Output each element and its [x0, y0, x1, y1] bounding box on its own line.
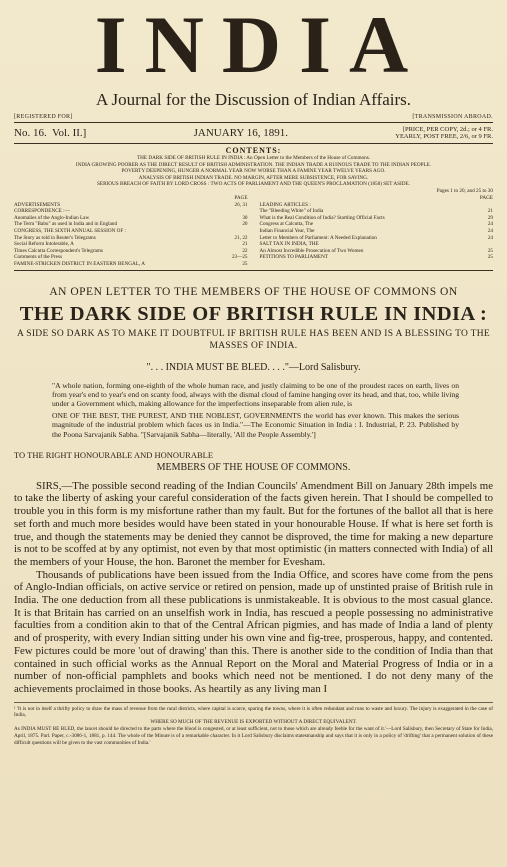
registration-line: [14, 114, 493, 120]
toc-entry-title: SALT TAX IN INDIA, THE: [259, 241, 319, 248]
toc-entry-page: 26, 31: [234, 201, 248, 208]
toc-entry: [260, 248, 494, 255]
salutation-line: TO THE RIGHT HONOURABLE AND HONOURABLE: [14, 449, 214, 460]
paragraph: Thousands of publications have been issued from the India Office, and scores have come from the pens of Anglo-Indian officials, on active service or retired on pension, made up of unstinted praise of British rule in India. The one deduction from all these publications is unmistakeable. It is obvious to the most casual glance. It is that Britain has carried on an unselfish work in India, has rescued a people possessing no administrative faculties from a condition akin to that of the Central African pigmies, and has made of India a land of plenty and of prosperity, with every Indian sitting under his own vine and fig-tree, prosperous, happy, and contented. Few pictures could be more 'out of drawing' than this. There is another side to the condition of India than that contained in such official works as the Annual Report on the Moral and Material Progress of India or in a number of non-official pamphlets and books which need not be mentioned. I do not deny many of the achievements proclaimed in those books. As heartily as any living man I: [14, 568, 493, 695]
toc-entry: [260, 241, 494, 248]
masthead-title: INDIA: [94, 0, 427, 90]
issue-number: No. 16. Vol. II.]: [14, 127, 87, 139]
toc-entry: [14, 261, 248, 268]
toc-entry-page: 29: [487, 214, 493, 221]
toc-entry: [14, 241, 248, 248]
toc-entry-page: 21: [487, 208, 493, 215]
toc-entry-title: Comments of the Press: [14, 254, 62, 261]
toc-entry-title: PETITIONS TO PARLIAMENT: [259, 254, 328, 261]
toc-entry: [14, 228, 248, 235]
contents-summary: THE DARK SIDE OF BRITISH RULE IN INDIA : An Open Letter to the Members of the House of Commons. INDIA GROWING POORER AS THE DIRECT RESULT OF BRITISH ADMINISTRATION. THE INDIAN TRADE A RUINOUS TRADE TO THE INDIAN PEOPLE. POVERTY DEEPENING, HUNGER A NORMAL YEAR NOW WORSE THAN A FAMINE YEAR TWELVE YEARS AGO. ANALYSIS OF BRITISH INDIAN TRADE. NO MARGIN, AFTER MERE SUBSISTENCE, FOR SAVING. SERIOUS BREACH OF FAITH BY LORD CROSS : TWO ACTS OF PARLIAMENT AND THE QUEEN'S PROCLAMATION (1858) SET ASIDE.: [75, 155, 432, 188]
issue-bar: [14, 122, 493, 144]
footnotes: [14, 702, 493, 747]
article-deck: A SIDE SO DARK AS TO MAKE IT DOUBTFUL IF BRITISH RULE HAS BEEN AND IS A BLESSING TO THE MASSES OF INDIA.: [16, 328, 491, 351]
toc-entry-page: 24: [487, 234, 493, 241]
toc-entry-title: CORRESPONDENCE :—: [14, 208, 70, 215]
article-body: [14, 480, 493, 696]
toc-left-column: [14, 195, 248, 268]
footnote: ¹ 'It is not in itself a thrifty policy to draw the mass of revenue from the rural districts, where capital is scarce, sparing the towns, where it is often redundant and runs to waste and luxury. The injury is exaggerated in the case of India,: [14, 705, 493, 719]
toc-entry: [14, 208, 248, 215]
toc-entry-title: Congress at Calcutta, The: [259, 221, 313, 228]
epigraph-passage: "A whole nation, forming one-eighth of the whole human race, and justly claiming to be one of the proudest races on earth, lives on from year's end to year's end on scanty food, always with the dismal cloud of famine hanging over its head, and that, too, while living under a Government which, making allowance for the imperfections inseparable from alien rule, is: [52, 380, 459, 408]
issue-price: [PRICE, PER COPY, 2d.; or 4 FR. YEARLY, POST FREE, 2/6, or 9 FR.: [395, 126, 493, 140]
toc-entry-page: 24: [487, 227, 493, 234]
contents-pages-note: Pages 1 to 20, and 25 to 30: [436, 187, 493, 194]
transmission-note: [TRANSMISSION ABROAD.: [412, 114, 493, 120]
toc-entry-title: Letter to Members of Parliament: A Needed Explanation: [259, 234, 377, 241]
toc-entry-page: 25: [487, 247, 493, 254]
toc-page-header: PAGE: [479, 194, 493, 201]
masthead-subtitle: A Journal for the Discussion of Indian Affairs.: [95, 90, 412, 109]
toc-entry-title: Indian Financial Year, The: [259, 227, 315, 234]
toc-entry-title: What is the Real Condition of India? Startling Official Facts: [259, 214, 385, 221]
registered-note: [REGISTERED FOR]: [14, 114, 73, 120]
table-of-contents: [14, 195, 493, 271]
toc-entry: [14, 202, 248, 209]
toc-entry-page: 30: [242, 214, 248, 221]
toc-entry-title: Social Reform Intolerable, A: [14, 241, 74, 248]
toc-entry-page: 24: [487, 221, 493, 228]
footnote: As INDIA MUST BE BLED, the lancet should be directed to the parts where the blood is congested, or at least sufficient, not to those which are already feeble for the want of it.'—Lord Salisbury, then Secretary of State for India, April, 1875. Parl. Paper, c.-3086-1, 1881, p. 144. The whole of the Minute is of a remarkable character. In it Lord Salisbury disclaims statesmanship and says that it is only in a policy of 'drifting' that a permanent solution of these difficult questions will be given to the vast communities of India.': [14, 726, 493, 746]
toc-entry-title: Anomalies of the Anglo-Indian Law: [14, 214, 90, 221]
article-kicker: AN OPEN LETTER TO THE MEMBERS OF THE HOUSE OF COMMONS ON: [49, 285, 458, 298]
toc-entry-page: 23—25: [231, 254, 248, 261]
toc-entry-title: LEADING ARTICLES :: [259, 201, 311, 208]
toc-entry-title: ADVERTISEMENTS: [14, 201, 61, 208]
toc-entry: [14, 215, 248, 222]
toc-entry-title: The Term "Babu" as used in India and in England: [14, 221, 118, 228]
toc-entry: [260, 208, 494, 215]
toc-entry: [260, 215, 494, 222]
toc-entry-page: 25: [242, 260, 248, 267]
toc-entry-title: CONGRESS, THE SIXTH ANNUAL SESSION OF :: [14, 227, 126, 234]
toc-entry: [14, 221, 248, 228]
issue-date: JANUARY 16, 1891.: [193, 127, 288, 139]
toc-entry-title: The Story as told in Reuter's Telegrams: [14, 234, 96, 241]
toc-entry: [260, 228, 494, 235]
toc-page-header: PAGE: [234, 194, 248, 201]
toc-entry-title: The "Bleeding White" of India: [259, 208, 324, 215]
epigraph-quote: ". . . INDIA MUST BE BLED. . . ."—Lord Salisbury.: [146, 361, 361, 373]
footnote-heading: WHERE SO MUCH OF THE REVENUE IS EXPORTED WITHOUT A DIRECT EQUIVALENT.: [150, 719, 357, 726]
toc-entry: [260, 254, 494, 261]
toc-entry-page: 21, 22: [234, 234, 248, 241]
contents-heading: CONTENTS:: [225, 146, 282, 155]
salutation-addressee: MEMBERS OF THE HOUSE OF COMMONS.: [156, 461, 351, 473]
toc-entry: [260, 235, 494, 242]
toc-entry-title: An Almost Incredible Prosecution of Two Women: [259, 247, 364, 254]
toc-entry-title: Times Calcutta Correspondent's Telegrams: [14, 247, 103, 254]
toc-entry: [14, 254, 248, 261]
article-title: THE DARK SIDE OF BRITISH RULE IN INDIA :: [19, 302, 488, 325]
toc-entry-page: 20: [242, 221, 248, 228]
toc-entry-page: 25: [487, 254, 493, 261]
toc-entry-page: 21: [242, 241, 248, 248]
toc-right-column: [260, 195, 494, 268]
toc-entry-page: 22: [242, 247, 248, 254]
epigraph-source: ONE OF THE BEST, THE PUREST, AND THE NOBLEST, GOVERNMENTS the world has ever known. This makes the serious magnitude of the industrial problem which faces us in India."—The Economic Situation in India : I. Industrial, P. 23. Published by the Poona Sarvajanik Sabha. "[Sarvajanik Sabha—literally, 'All the People Assembly.']: [52, 411, 459, 439]
paragraph: SIRS,—The possible second reading of the Indian Councils' Amendment Bill on January 28th impels me to take the liberty of asking your careful consideration of the facts given herein. That I should be compelled to trouble you in this form is my misfortune rather than my fault. But for the fortunes of the ballot all that is here set forth and much more besides would have been stated in your honourable House. If what is here set forth is true, and though the statements may be denied they cannot be disproved, the time for making a new departure is not to be scoffed at by any optimist, not even by that most optimistic (in matters connected with India) of all the members of your House, the hon. Baronet the member for Evesham.: [14, 479, 493, 568]
toc-entry-title: FAMINE-STRICKEN DISTRICT IN EASTERN BENGAL, A: [14, 260, 145, 267]
toc-entry: [260, 221, 494, 228]
